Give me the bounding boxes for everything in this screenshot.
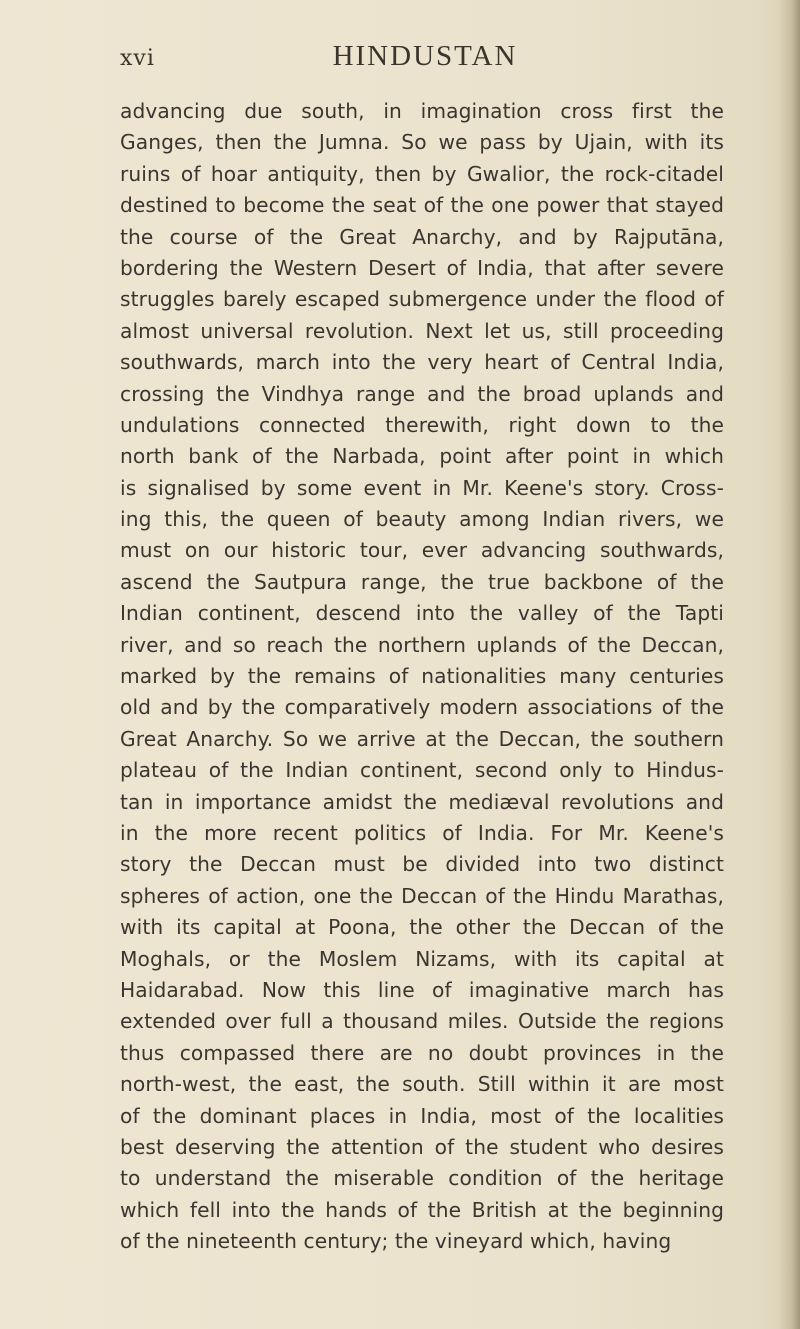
text-line: best deserving the attention of the student who desires [120, 1134, 724, 1159]
text-line: Moghals, or the Moslem Nizams, with its capital at [120, 946, 724, 971]
text-line: tan in importance amidst the mediæval revolutions and [120, 789, 724, 814]
text-line: ascend the Sautpura range, the true backbone of the [120, 569, 724, 594]
text-line: destined to become the seat of the one power that stayed [120, 193, 724, 218]
text-line: north bank of the Narbada, point after point in which [120, 444, 724, 469]
text-line: struggles barely escaped submergence under the flood of [120, 287, 724, 312]
page-edge-shadow [778, 0, 800, 1329]
text-line: almost universal revolution. Next let us, still proceeding [120, 318, 724, 343]
text-line: advancing due south, in imagination cross first the [120, 99, 724, 123]
text-line: Ganges, then the Jumna. So we pass by Ujain, with its [120, 130, 724, 155]
text-line: extended over full a thousand miles. Outside the regions [120, 1009, 724, 1034]
body-paragraph [120, 96, 724, 1257]
text-line: marked by the remains of nationalities many centuries [120, 664, 724, 689]
text-line: spheres of action, one the Deccan of the Hindu Marathas, [120, 883, 724, 908]
text-line: southwards, march into the very heart of Central India, [120, 350, 724, 375]
text-line: ing this, the queen of beauty among Indian rivers, we [120, 507, 724, 532]
text-line: crossing the Vindhya range and the broad uplands and [120, 381, 724, 406]
text-line: must on our historic tour, ever advancing southwards, [120, 538, 724, 563]
text-line: is signalised by some event in Mr. Keene's story. Cross- [120, 475, 724, 500]
text-line: Great Anarchy. So we arrive at the Deccan, the southern [120, 726, 724, 751]
text-line: bordering the Western Desert of India, that after severe [120, 255, 724, 280]
page-number: xvi [120, 46, 155, 71]
text-line: of the dominant places in India, most of the localities [120, 1103, 724, 1128]
text-line: in the more recent politics of India. For Mr. Keene's [120, 820, 724, 845]
text-line: plateau of the Indian continent, second only to Hindus- [120, 758, 724, 783]
text-line: undulations connected therewith, right down to the [120, 412, 724, 437]
running-title: HINDUSTAN [332, 40, 518, 72]
text-line: river, and so reach the northern uplands of the Deccan, [120, 632, 724, 657]
text-line: with its capital at Poona, the other the Deccan of the [120, 915, 724, 940]
text-line: story the Deccan must be divided into two distinct [120, 852, 724, 877]
text-line: which fell into the hands of the British at the beginning [120, 1197, 724, 1222]
running-head [120, 40, 730, 84]
text-line: ruins of hoar antiquity, then by Gwalior, the rock-citadel [120, 161, 724, 186]
text-line: thus compassed there are no doubt provinces in the [120, 1040, 724, 1065]
text-line: Indian continent, descend into the valley of the Tapti [120, 601, 724, 626]
text-line: to understand the miserable condition of the heritage [120, 1166, 724, 1191]
text-line: north-west, the east, the south. Still within it are most [120, 1072, 724, 1097]
text-line: of the nineteenth century; the vineyard which, having [120, 1229, 672, 1254]
text-line: Haidarabad. Now this line of imaginative march has [120, 977, 724, 1002]
text-line: the course of the Great Anarchy, and by Rajputāna, [120, 224, 724, 249]
text-line: old and by the comparatively modern associations of the [120, 695, 724, 720]
